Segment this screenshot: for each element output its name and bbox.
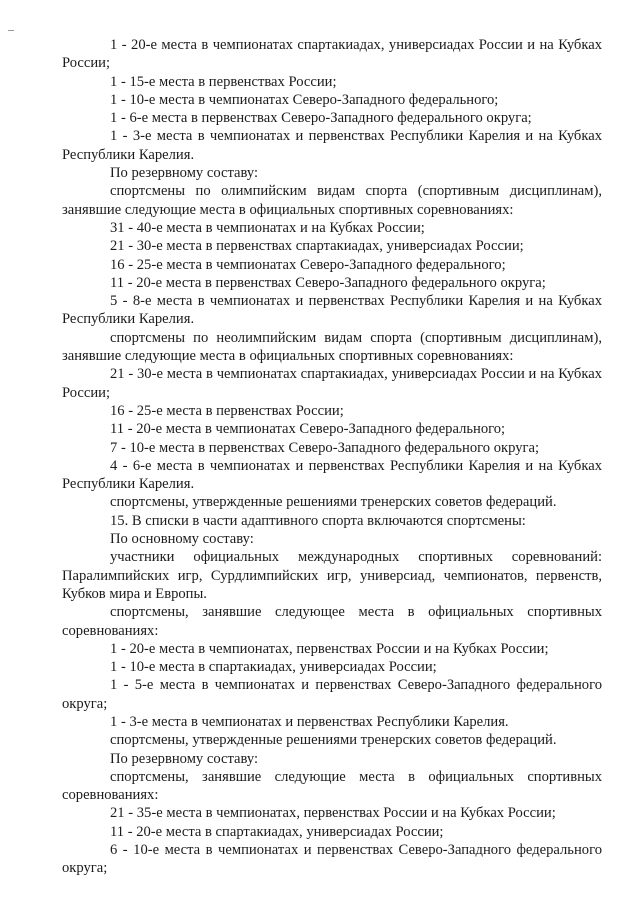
paragraph-16: 11 - 20-е места в чемпионатах Северо-Западного федерального; [110, 421, 506, 438]
paragraph-26: 1 - 5-е места в чемпионатах и первенствах Северо-Западного федерального округа; [62, 677, 602, 712]
paragraph-3: 1 - 10-е места в чемпионатах Северо-Западного федерального; [110, 91, 499, 108]
paragraph-10: 16 - 25-е места в чемпионатах Северо-Западного федерального; [110, 256, 506, 273]
paragraph-12: 5 - 8-е места в чемпионатах и первенствах Республики Карелия и на Кубках Республики Карелия. [62, 293, 602, 328]
paragraph-13: спортсмены по неолимпийским видам спорта (спортивным дисциплинам), занявшие следующие места в официальных спортивных соревнованиях: [62, 329, 602, 365]
paragraph-21: По основному составу: [110, 531, 254, 548]
paragraph-22: участники официальных международных спортивных соревнований: Паралимпийских игр, Сурдлимпийских игр, универсиад, чемпионатов, первенств, Кубков мира и Европы. [62, 549, 602, 602]
paragraph-30: спортсмены, занявшие следующие места в официальных спортивных соревнованиях: [62, 768, 602, 804]
paragraph-8: 31 - 40-е места в чемпионатах и на Кубках России; [110, 219, 425, 236]
paragraph-11: 11 - 20-е места в первенствах Северо-Западного федерального округа; [110, 274, 546, 291]
section-15-heading: 15. В списки в части адаптивного спорта включаются спортсмены: [110, 512, 526, 529]
paragraph-9: 21 - 30-е места в первенствах спартакиадах, универсиадах России; [110, 238, 524, 255]
paragraph-23: спортсмены, занявшие следующее места в официальных спортивных соревнованиях: [62, 604, 602, 639]
paragraph-17: 7 - 10-е места в первенствах Северо-Западного федерального округа; [110, 439, 540, 456]
paragraph-32: 11 - 20-е места в спартакиадах, универсиадах России; [110, 823, 444, 840]
paragraph-7: спортсмены по олимпийским видам спорта (спортивным дисциплинам), занявшие следующие места в официальных спортивных соревнованиях: [62, 183, 602, 218]
paragraph-33: 6 - 10-е места в чемпионатах и первенствах Северо-Западного федерального округа; [62, 842, 602, 877]
paragraph-27: 1 - 3-е места в чемпионатах и первенствах Республики Карелия. [110, 713, 509, 730]
paragraph-29: По резервному составу: [110, 750, 259, 767]
paragraph-4: 1 - 6-е места в первенствах Северо-Западного федерального округа; [110, 110, 532, 127]
paragraph-24: 1 - 20-е места в чемпионатах, первенствах России и на Кубках России; [110, 640, 549, 657]
paragraph-1: 1 - 20-е места в чемпионатах спартакиадах, универсиадах России и на Кубках России; [62, 37, 602, 72]
document-page [62, 36, 602, 878]
paragraph-18: 4 - 6-е места в чемпионатах и первенствах Республики Карелия и на Кубках Республики Карелия. [62, 457, 602, 493]
paragraph-28: спортсмены, утвержденные решениями тренерских советов федераций. [110, 732, 557, 749]
paragraph-19: спортсмены, утвержденные решениями тренерских советов федераций. [110, 494, 557, 511]
paragraph-15: 16 - 25-е места в первенствах России; [110, 402, 344, 419]
paragraph-25: 1 - 10-е места в спартакиадах, универсиадах России; [110, 659, 437, 676]
paragraph-2: 1 - 15-е места в первенствах России; [110, 73, 337, 90]
paragraph-14: 21 - 30-е места в чемпионатах спартакиадах, универсиадах России и на Кубках России; [62, 366, 602, 401]
paragraph-6: По резервному составу: [110, 165, 259, 182]
paragraph-5: 1 - 3-е места в чемпионатах и первенствах Республики Карелия и на Кубках Республики Карелия. [62, 128, 602, 163]
paragraph-31: 21 - 35-е места в чемпионатах, первенствах России и на Кубках России; [110, 805, 556, 822]
scan-margin-mark [8, 30, 14, 31]
